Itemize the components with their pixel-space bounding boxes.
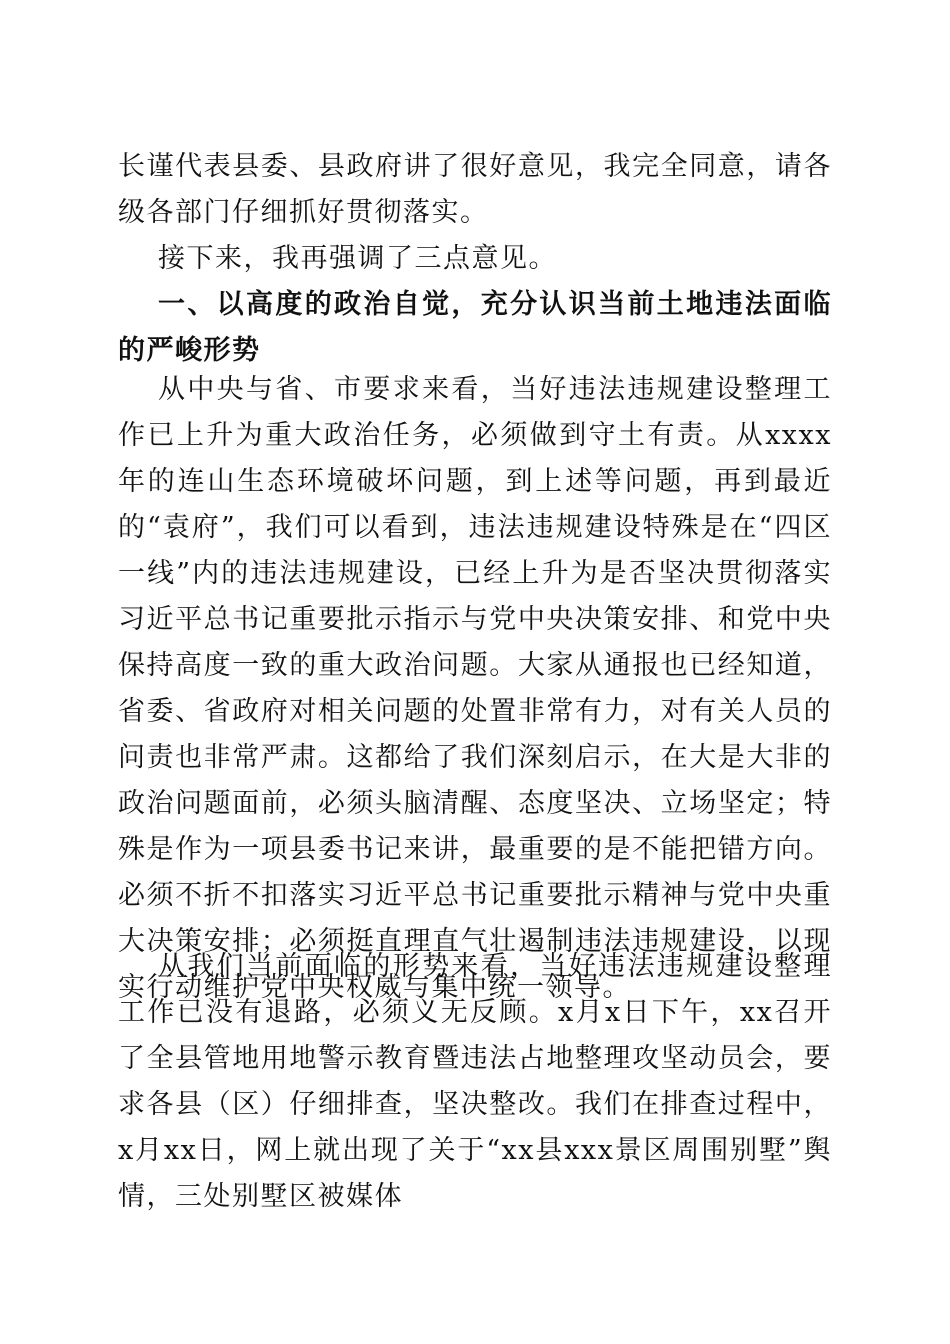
paragraph: 从中央与省、市要求来看，当好违法违规建设整理工作已上升为重大政治任务，必须做到守土有责。从xxxx年的连山生态环境破坏问题，到上述等问题，再到最近的“袁府”，我们可以看到，违法违规建设特殊是在“四区一线”内的违法违规建设，已经上升为是否坚决贯彻落实习近平总书记重要批示指示与党中央决策安排、和党中央保持高度一致的重大政治问题。大家从通报也已经知道，省委、省政府对相关问题的处置非常有力，对有关人员的问责也非常严肃。这都给了我们深刻启示，在大是大非的政治问题面前，必须头脑清醒、态度坚决、立场坚定；特殊是作为一项县委书记来讲，最重要的是不能把错方向。必须不折不扣落实习近平总书记重要批示精神与党中央重大决策安排；必须挺直理直气壮遏制违法违规建设，以现实行动维护党中央权威与集中统一领导。 <box>118 374 832 1003</box>
section-heading-1 <box>118 282 832 374</box>
paragraph: 长谨代表县委、县政府讲了很好意见，我完全同意，请各级各部门仔细抓好贯彻落实。 <box>118 151 832 228</box>
paragraph-intro <box>118 144 832 236</box>
paragraph-transition <box>118 236 832 282</box>
paragraph-central-requirements <box>118 367 832 1011</box>
paragraph: 接下来，我再强调了三点意见。 <box>158 243 557 274</box>
paragraph: 从我们当前面临的形势来看，当好违法违规建设整理工作已没有退路，必须义无反顾。x月x日下午，xx召开了全县管地用地警示教育暨违法占地整理攻坚动员会，要求各县（区）仔细排查，坚决整改。我们在排查过程中，x月xx日，网上就出现了关于“xx县xxx景区周围别墅”舆情，三处别墅区被媒体 <box>118 951 832 1212</box>
section-heading: 一、以高度的政治自觉，充分认识当前土地违法面临的严峻形势 <box>118 289 832 366</box>
paragraph-current-situation <box>118 944 832 1220</box>
